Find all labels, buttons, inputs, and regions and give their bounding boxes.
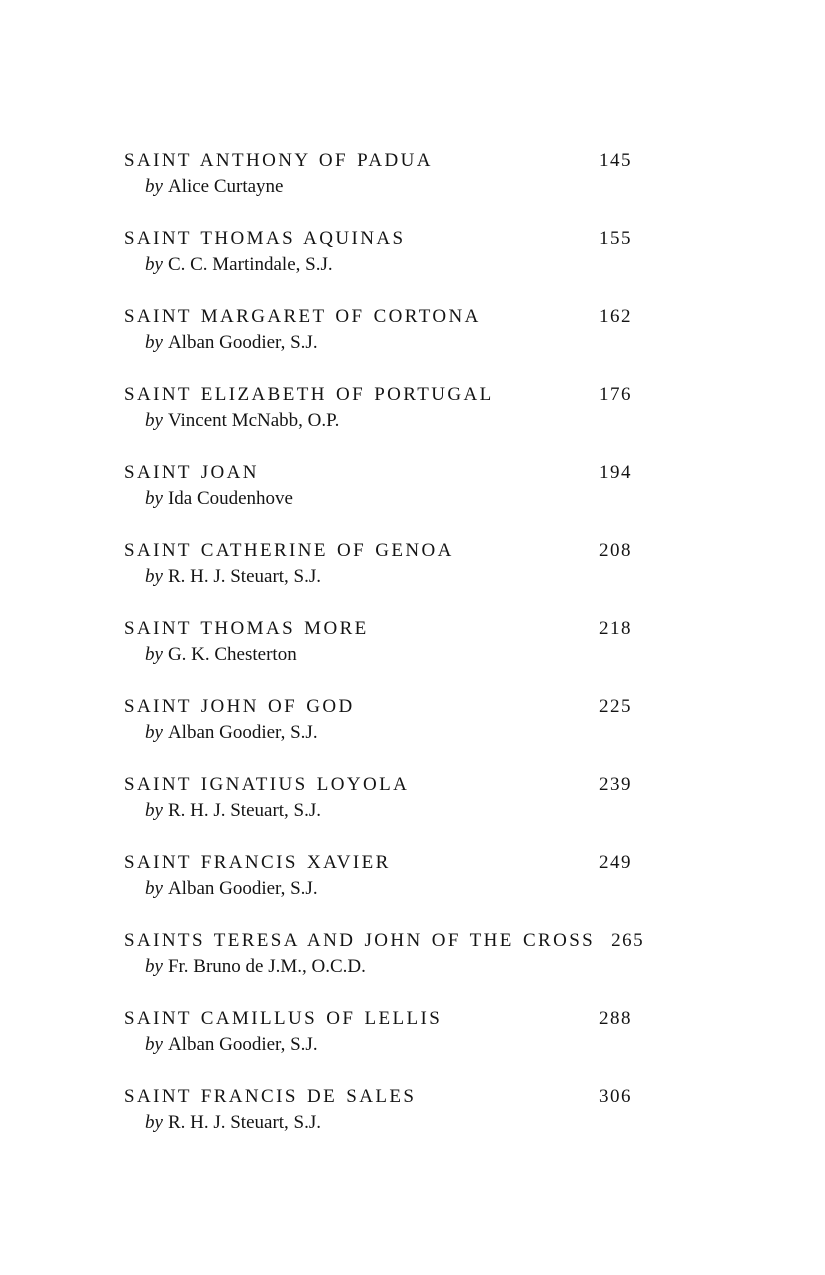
toc-entry — [124, 1084, 632, 1136]
byline-by-prefix: by — [145, 488, 163, 509]
entry-author: R. H. J. Steuart, S.J. — [167, 566, 322, 587]
toc-entry-byline — [145, 252, 632, 278]
entry-title: SAINTS TERESA AND JOHN OF THE CROSS — [124, 930, 596, 951]
toc-entry — [124, 148, 632, 200]
entry-title: SAINT ANTHONY OF PADUA — [124, 150, 433, 171]
entry-author: Alban Goodier, S.J. — [167, 722, 318, 743]
entry-title: SAINT JOHN OF GOD — [124, 696, 355, 717]
entry-author: Alice Curtayne — [167, 176, 284, 197]
toc-entry-byline — [145, 1032, 632, 1058]
toc-entry-title-row — [124, 772, 632, 798]
toc-entry-byline — [145, 876, 632, 902]
entry-author: Alban Goodier, S.J. — [167, 332, 318, 353]
toc-entry-title-row — [124, 1006, 632, 1032]
entry-author: R. H. J. Steuart, S.J. — [167, 800, 322, 821]
byline-by-prefix: by — [145, 956, 163, 977]
entry-title: SAINT ELIZABETH OF PORTUGAL — [124, 384, 494, 405]
toc-entry-byline — [145, 954, 632, 980]
entry-author: Alban Goodier, S.J. — [167, 1034, 318, 1055]
toc-entry-title-row — [124, 850, 632, 876]
byline-by-prefix: by — [145, 176, 163, 197]
toc-entry-title-row — [124, 928, 645, 954]
toc-entry — [124, 226, 632, 278]
entry-title: SAINT FRANCIS DE SALES — [124, 1086, 417, 1107]
toc-entry-list — [124, 148, 645, 1136]
toc-entry-title-row — [124, 694, 632, 720]
byline-by-prefix: by — [145, 410, 163, 431]
toc-entry-byline — [145, 174, 632, 200]
toc-entry-byline — [145, 720, 632, 746]
toc-entry-title-row — [124, 460, 632, 486]
entry-author: Alban Goodier, S.J. — [167, 878, 318, 899]
entry-author: Fr. Bruno de J.M., O.C.D. — [167, 956, 366, 977]
entry-page-number: 239 — [599, 774, 632, 795]
entry-page-number: 306 — [599, 1086, 632, 1107]
entry-page-number: 176 — [599, 384, 632, 405]
byline-by-prefix: by — [145, 800, 163, 821]
toc-entry — [124, 928, 645, 980]
toc-entry-byline — [145, 330, 632, 356]
entry-page-number: 194 — [599, 462, 632, 483]
entry-page-number: 265 — [611, 930, 645, 951]
toc-entry-title-row — [124, 304, 632, 330]
toc-entry-byline — [145, 564, 632, 590]
entry-page-number: 225 — [599, 696, 632, 717]
toc-entry-title-row — [124, 616, 632, 642]
byline-by-prefix: by — [145, 722, 163, 743]
toc-entry — [124, 460, 632, 512]
toc-entry — [124, 616, 632, 668]
entry-title: SAINT JOAN — [124, 462, 259, 483]
toc-entry — [124, 382, 632, 434]
entry-page-number: 162 — [599, 306, 632, 327]
toc-entry — [124, 850, 632, 902]
entry-title: SAINT CAMILLUS OF LELLIS — [124, 1008, 443, 1029]
entry-author: C. C. Martindale, S.J. — [167, 254, 333, 275]
toc-entry-byline — [145, 408, 632, 434]
toc-entry — [124, 304, 632, 356]
byline-by-prefix: by — [145, 566, 163, 587]
byline-by-prefix: by — [145, 332, 163, 353]
table-of-contents — [124, 148, 645, 1162]
entry-title: SAINT THOMAS MORE — [124, 618, 369, 639]
toc-entry-title-row — [124, 148, 632, 174]
entry-title: SAINT CATHERINE OF GENOA — [124, 540, 454, 561]
byline-by-prefix: by — [145, 878, 163, 899]
entry-title: SAINT MARGARET OF CORTONA — [124, 306, 481, 327]
entry-page-number: 145 — [599, 150, 632, 171]
byline-by-prefix: by — [145, 254, 163, 275]
entry-author: Ida Coudenhove — [167, 488, 293, 509]
toc-entry-byline — [145, 1110, 632, 1136]
entry-page-number: 288 — [599, 1008, 632, 1029]
toc-entry-title-row — [124, 1084, 632, 1110]
entry-page-number: 208 — [599, 540, 632, 561]
toc-entry — [124, 772, 632, 824]
toc-entry-title-row — [124, 382, 632, 408]
entry-title: SAINT FRANCIS XAVIER — [124, 852, 391, 873]
toc-entry-byline — [145, 798, 632, 824]
entry-author: R. H. J. Steuart, S.J. — [167, 1112, 322, 1133]
toc-entry — [124, 538, 632, 590]
entry-title: SAINT THOMAS AQUINAS — [124, 228, 406, 249]
toc-entry — [124, 1006, 632, 1058]
entry-page-number: 155 — [599, 228, 632, 249]
byline-by-prefix: by — [145, 1112, 163, 1133]
toc-entry-title-row — [124, 226, 632, 252]
entry-page-number: 249 — [599, 852, 632, 873]
entry-author: Vincent McNabb, O.P. — [167, 410, 340, 431]
toc-entry-byline — [145, 486, 632, 512]
byline-by-prefix: by — [145, 644, 163, 665]
entry-author: G. K. Chesterton — [167, 644, 297, 665]
byline-by-prefix: by — [145, 1034, 163, 1055]
toc-entry-title-row — [124, 538, 632, 564]
entry-title: SAINT IGNATIUS LOYOLA — [124, 774, 410, 795]
entry-page-number: 218 — [599, 618, 632, 639]
toc-entry-byline — [145, 642, 632, 668]
toc-entry — [124, 694, 632, 746]
